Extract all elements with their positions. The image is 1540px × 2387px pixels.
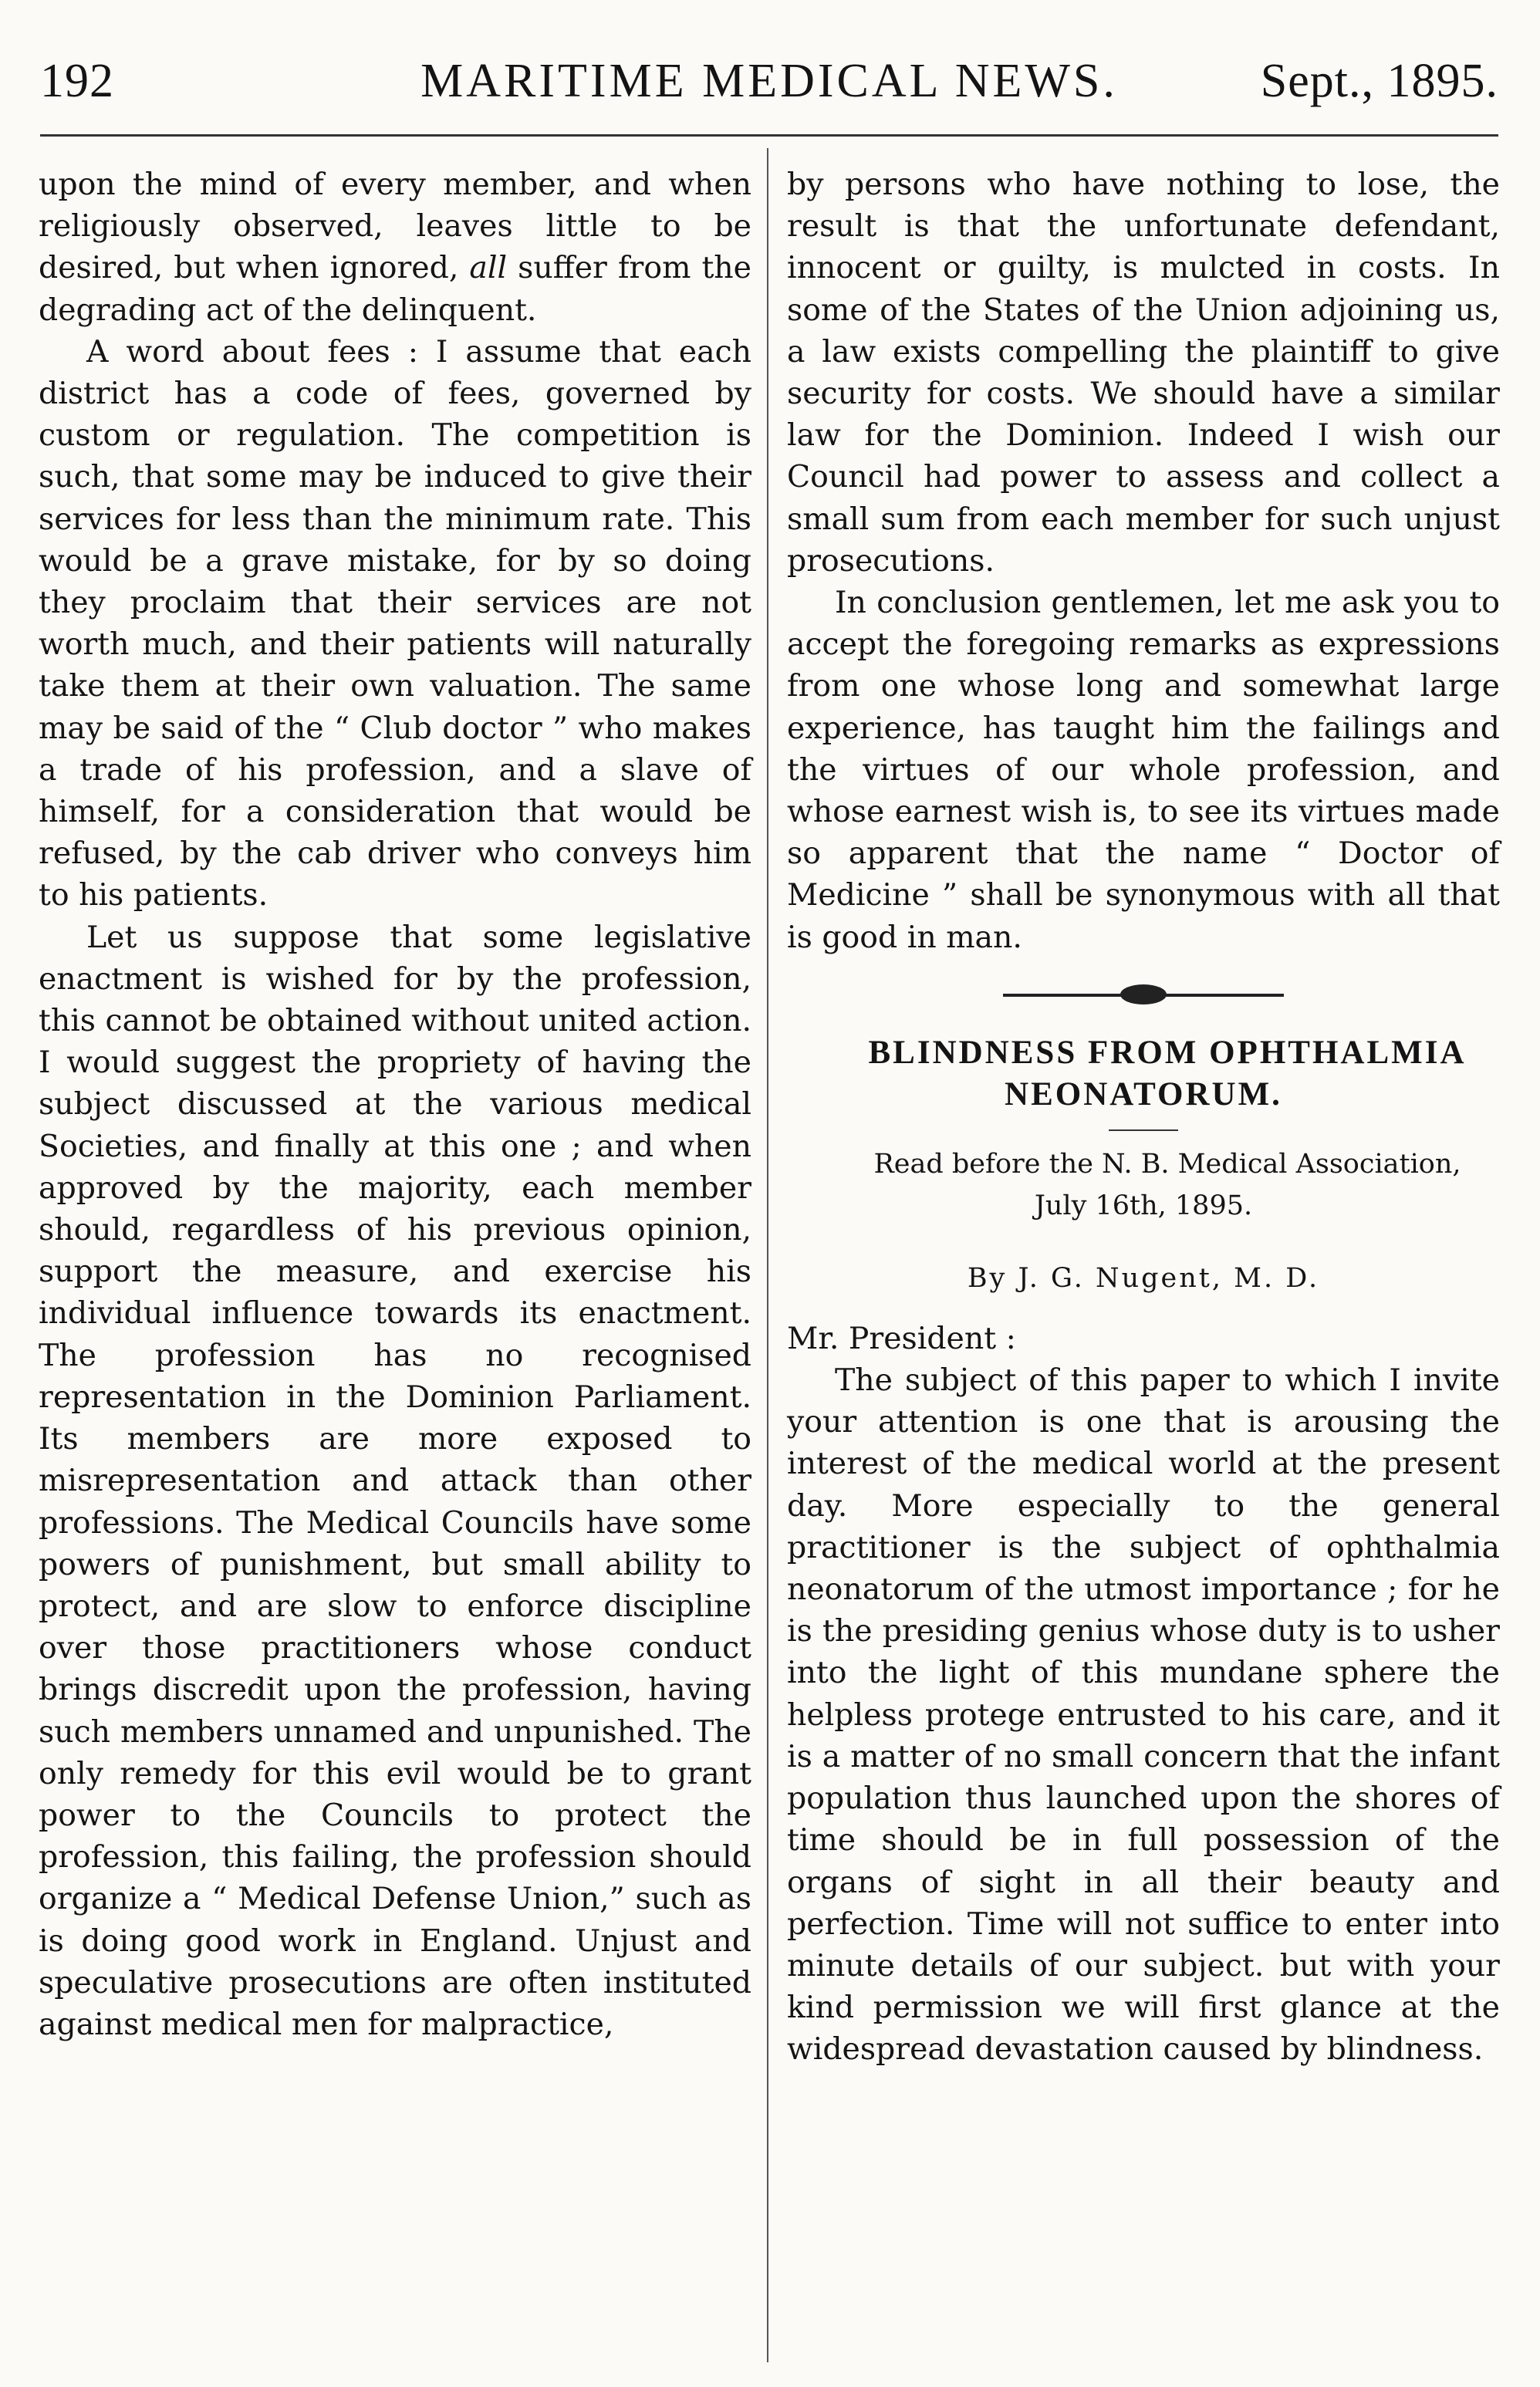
left-column [39, 164, 751, 2045]
text-run: suffer from the degrading act of the delinquent. [39, 250, 751, 328]
text-run: upon the mind of every member, and when religiously observed, leaves little to be desired, but when ignored, [39, 167, 751, 286]
column-divider [767, 148, 768, 2362]
title-rule [1109, 1129, 1178, 1131]
author-byline: By J. G. Nugent, M. D. [967, 1262, 1320, 1294]
article-title [787, 1032, 1500, 1116]
right-column [787, 164, 1500, 2071]
journal-title: MARITIME MEDICAL NEWS. [420, 55, 1118, 107]
article-title-line: NEONATORUM. [1005, 1075, 1282, 1112]
issue-date: Sept., 1895. [1260, 55, 1498, 107]
page-number: 192 [40, 55, 114, 107]
paragraph: A word about fees : I assume that each district has a code of fees, governed by custom or regulation. The competition is such, that some may be induced to give their services for less than the minimum rate. This would be a grave mistake, for by so doing they proclaim that their services are not worth much, and their patients will naturally take them at their own valuation. The same may be said of the “ Club doctor ” who makes a trade of his profession, and a slave of himself, for a consideration that would be refused, by the cab driver who conveys him to his patients. [39, 333, 751, 913]
paragraph: Let us suppose that some legislative enactment is wished for by the profession, this cannot be obtained without united action. I would suggest the propriety of having the subject discussed at the various medical Societies, and finally at this one ; and when approved by the majority, each member should, regardless of his previous opinion, support the measure, and exercise his individual influence towards its enactment. The profession has no recognised representation in the Dominion Parliament. Its members are more exposed to misrepresentation and attack than other professions. The Medical Councils have some powers of punishment, but small ability to protect, and are slow to enforce discipline over those practitioners whose conduct brings discredit upon the profession, having such members unnamed and unpunished. The only remedy for this evil would be to grant power to the Councils to protect the profession, this failing, the profession should organize a “ Medical Defense Union,” such as is doing good work in England. Unjust and speculative prosecutions are often instituted against medical men for malpractice, [39, 919, 751, 2042]
paragraph: by persons who have nothing to lose, the result is that the unfortunate defendant, innocent or guilty, is mulcted in costs. In some of the States of the Union adjoining us, a law exists compelling the plaintiff to give security for costs. We should have a similar law for the Dominion. Indeed I wish our Council had power to assess and collect a small sum from each member for such unjust prosecutions. [787, 167, 1500, 579]
paragraph: The subject of this paper to which I invite your attention is one that is arousing the interest of the medical world at the present day. More especially to the general practitioner is the subject of ophthalmia neonatorum of the utmost importance ; for he is the presiding genius whose duty is to usher into the light of this mundane sphere the helpless protege entrusted to his care, and it is a matter of no small concern that the infant population thus launched upon the shores of time should be in full possession of the organs of sight in all their beauty and perfection. Time will not suffice to enter into minute details of our subject. but with your kind permission we will first glance at the widespread devastation caused by blindness. [787, 1362, 1500, 2068]
header-rule [40, 134, 1498, 137]
page-header [40, 32, 1498, 117]
article-title-line: BLINDNESS FROM OPHTHALMIA [868, 1034, 1467, 1071]
ornament-center [1120, 984, 1167, 1004]
paragraph: In conclusion gentlemen, let me ask you to accept the foregoing remarks as expressions from one whose long and somewhat large experience, has taught him the failings and the virtues of our whole profession, and whose earnest wish is, to see its virtues made so apparent that the name “ Doctor of Medicine ” shall be synonymous with all that is good in man. [787, 585, 1500, 955]
read-before-line: Read before the N. B. Medical Association, [873, 1148, 1461, 1180]
paragraph [39, 164, 751, 331]
read-before-line: July 16th, 1895. [1034, 1190, 1253, 1221]
emphasis: all [469, 250, 508, 286]
section-ornament [787, 958, 1500, 1032]
read-before-note [787, 1143, 1500, 1227]
salutation: Mr. President : [787, 1320, 1016, 1356]
